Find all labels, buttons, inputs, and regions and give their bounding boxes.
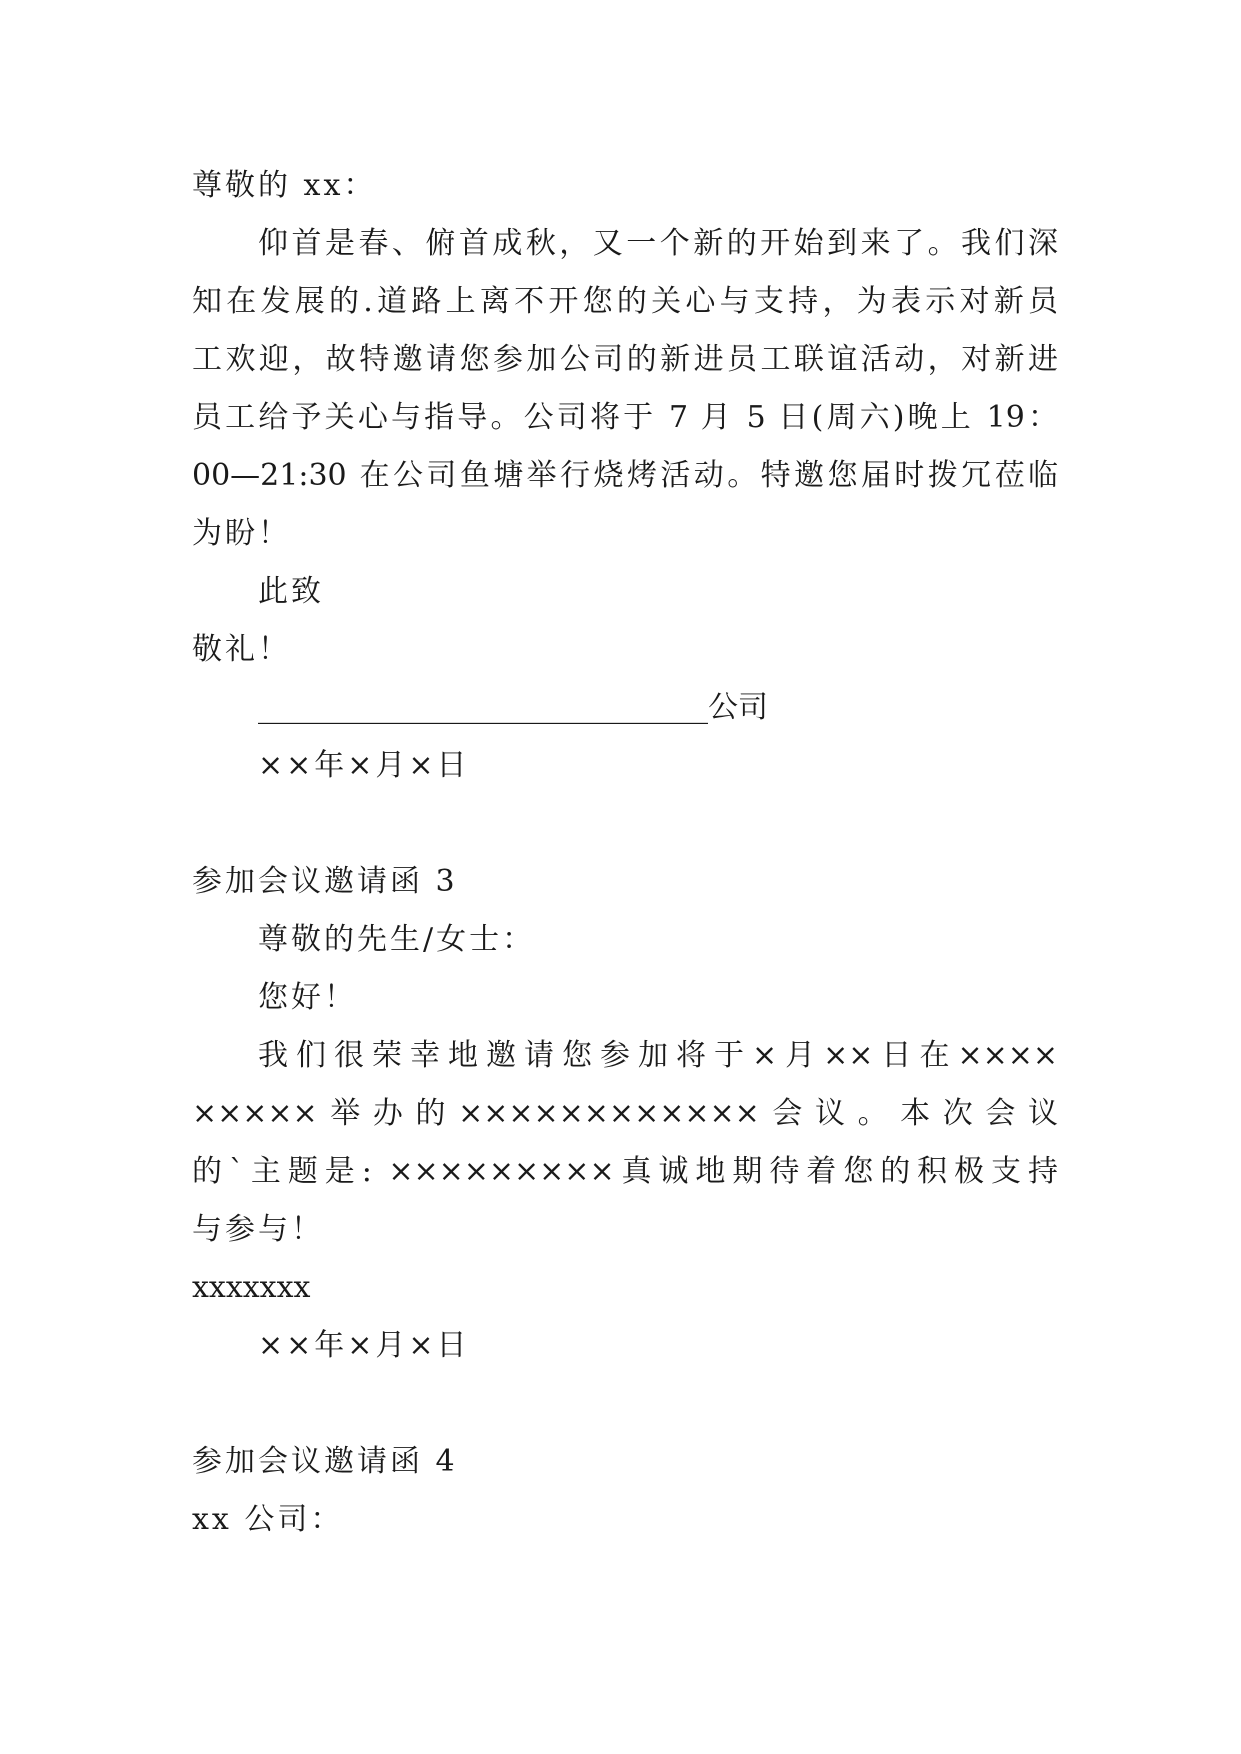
paragraph-line: 为盼！ <box>192 516 291 551</box>
paragraph-line: 员工给予关心与指导。公司将于 7 月 5 日(周六)晚上 19： <box>192 400 1058 435</box>
paragraph-line: 知在发展的.道路上离不开您的关心与支持，为表示对新员 <box>192 284 1058 319</box>
paragraph-line: 00—21:30 在公司鱼塘举行烧烤活动。特邀您届时拨冗莅临 <box>192 458 1058 493</box>
paragraph-line: 仰首是春、俯首成秋，又一个新的开始到来了。我们深 <box>258 226 1058 261</box>
greeting-line: 您好！ <box>258 980 357 1015</box>
closing-line: 敬礼！ <box>192 632 291 667</box>
paragraph-line: 工欢迎，故特邀请您参加公司的新进员工联谊活动，对新进 <box>192 342 1058 377</box>
paragraph-line: 我们很荣幸地邀请您参加将于×月××日在×××× <box>258 1038 1058 1073</box>
signature-line: xxxxxxx <box>192 1270 311 1305</box>
paragraph-line: ×××××举办的××××××××××××会议。本次会议 <box>192 1096 1058 1131</box>
paragraph-line: 的`主题是: ×××××××××真诚地期待着您的积极支持 <box>192 1154 1058 1189</box>
section-heading: 参加会议邀请函 3 <box>192 864 458 899</box>
date-line: ××年×月×日 <box>258 748 470 783</box>
closing-line: 此致 <box>258 574 324 609</box>
date-line: ××年×月×日 <box>258 1328 470 1363</box>
paragraph-line: 与参与！ <box>192 1212 324 1247</box>
letter-salutation: 尊敬的 xx： <box>192 168 377 203</box>
signature-company: ______________________________公司 <box>258 690 768 725</box>
letter-salutation: 尊敬的先生/女士： <box>258 922 536 957</box>
letter-salutation: xx 公司： <box>192 1502 344 1537</box>
section-heading: 参加会议邀请函 4 <box>192 1444 458 1479</box>
